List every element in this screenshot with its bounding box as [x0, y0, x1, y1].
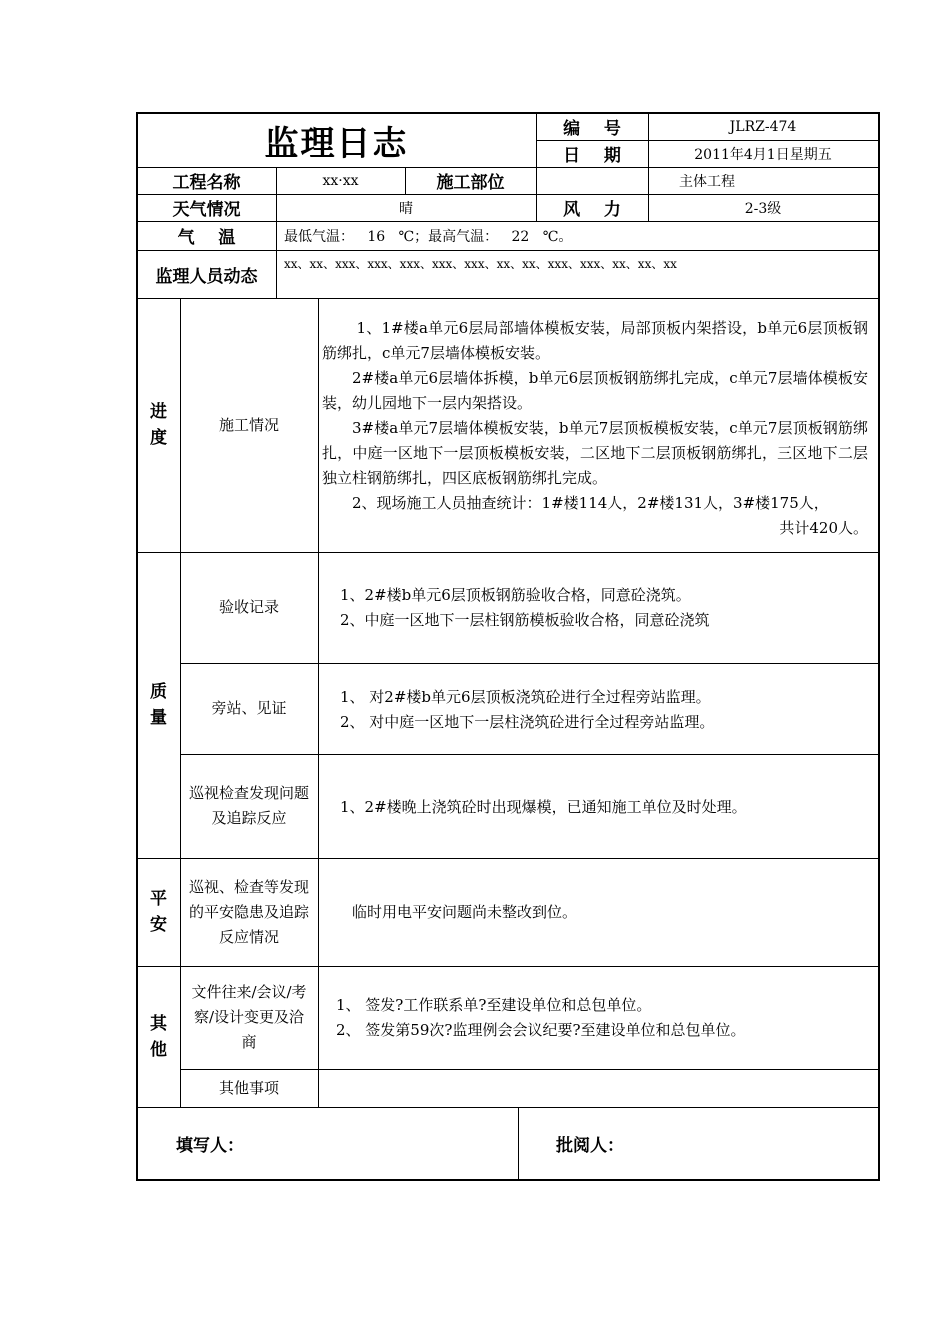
section-char: 其: [150, 1013, 167, 1034]
reviewer-label: 批阅人：: [556, 1135, 624, 1156]
side-station-text: [340, 685, 870, 735]
documents-meetings-text: [336, 993, 870, 1043]
paragraph: 2#楼a单元6层墙体拆模，b单元6层顶板钢筋绑扎完成，c单元7层墙体模板安装，幼儿园地下一层内架搭设。: [322, 369, 868, 412]
paragraph: 2、 签发第59次?监理例会会议纪要?至建设单位和总包单位。: [336, 1021, 746, 1039]
weather-label: 天气情况: [172, 200, 241, 220]
filler-label: 填写人：: [176, 1135, 244, 1156]
weather-value: 晴: [399, 200, 413, 217]
section-char: 平: [150, 889, 167, 909]
acceptance-record-text: [340, 583, 870, 633]
date-label: 日 期: [563, 146, 621, 166]
safety-hazards-text: [352, 900, 870, 925]
safety-hazards-label: 巡视、检查等发现的平安隐患及追踪反应情况: [188, 877, 309, 946]
side-station-label: 旁站、见证: [211, 699, 287, 717]
paragraph: 1、2#楼晚上浇筑砼时出现爆模，已通知施工单位及时处理。: [340, 798, 747, 816]
safety-section-label: [137, 858, 180, 966]
work-part-value: 主体工程: [679, 173, 735, 190]
section-char: 他: [150, 1039, 167, 1060]
date-value: 2011年4月1日星期五: [694, 146, 832, 163]
paragraph: 2、 对中庭一区地下一层柱浇筑砼进行全过程旁站监理。: [340, 713, 715, 731]
section-char: 安: [150, 915, 167, 935]
work-part-label: 施工部位: [436, 173, 505, 193]
section-char: 量: [150, 708, 167, 728]
paragraph: 3#楼a单元7层墙体模板安装，b单元7层顶板模板安装，c单元7层顶板钢筋绑扎，中庭一区地下一层顶板模板安装，二区地下二层顶板钢筋绑扎，三区地下二层独立柱钢筋绑扎，四区底板钢筋绑扎完成。: [322, 419, 868, 487]
paragraph: 1、1#楼a单元6层局部墙体模板安装，局部顶板内架搭设，b单元6层顶板钢筋绑扎，c单元7层墙体模板安装。: [322, 319, 868, 362]
project-name-value: xx·xx: [322, 172, 359, 189]
temperature-value: 最低气温： 16 ℃；最高气温： 22 ℃。: [284, 228, 573, 245]
documents-meetings-label: 文件往来/会议/考察/设计变更及洽商: [191, 983, 307, 1051]
frame-bottom: [136, 1179, 880, 1181]
paragraph: 2、现场施工人员抽查统计：1#楼114人，2#楼131人，3#楼175人，: [352, 494, 829, 512]
section-char: 度: [150, 428, 167, 448]
wind-value: 2-3级: [744, 200, 782, 217]
staff-value: xx、xx、xxx、xxx、xxx、xxx、xxx、xx、xx、xxx、xxx、xx、xx、xx: [284, 257, 677, 271]
paragraph: 共计420人。: [779, 519, 868, 537]
wind-label: 风 力: [563, 200, 621, 220]
inspection-issues-label: 巡视检查发现问题及追踪反应: [188, 784, 309, 827]
paragraph: 1、2#楼b单元6层顶板钢筋验收合格，同意砼浇筑。: [340, 586, 691, 604]
paragraph: 1、 签发?工作联系单?至建设单位和总包单位。: [336, 996, 652, 1014]
project-name-label: 工程名称: [172, 173, 241, 193]
section-char: 质: [150, 682, 167, 702]
inspection-issues-text: [340, 795, 870, 820]
other-matters-value: [318, 1069, 878, 1107]
progress-section-label: [137, 298, 180, 552]
number-value: JLRZ-474: [729, 118, 797, 135]
other-section-label: [137, 966, 180, 1107]
section-char: 进: [150, 402, 167, 422]
paragraph: 2、中庭一区地下一层柱钢筋模板验收合格，同意砼浇筑: [340, 611, 710, 629]
acceptance-record-label: 验收记录: [218, 598, 279, 616]
rule: [318, 298, 319, 1107]
rule: [518, 1107, 519, 1180]
paragraph: 临时用电平安问题尚未整改到位。: [352, 903, 578, 921]
temperature-label: 气 温: [177, 228, 236, 248]
quality-section-label: [137, 552, 180, 858]
number-label: 编 号: [563, 119, 621, 139]
frame-right: [878, 112, 880, 1181]
page-title: 监理日志: [264, 123, 409, 164]
other-matters-label: 其他事项: [218, 1078, 279, 1097]
construction-status-label: 施工情况: [218, 415, 279, 434]
staff-label: 监理人员动态: [155, 266, 258, 287]
paragraph: 1、 对2#楼b单元6层顶板浇筑砼进行全过程旁站监理。: [340, 688, 711, 706]
construction-status-text: [322, 316, 868, 541]
